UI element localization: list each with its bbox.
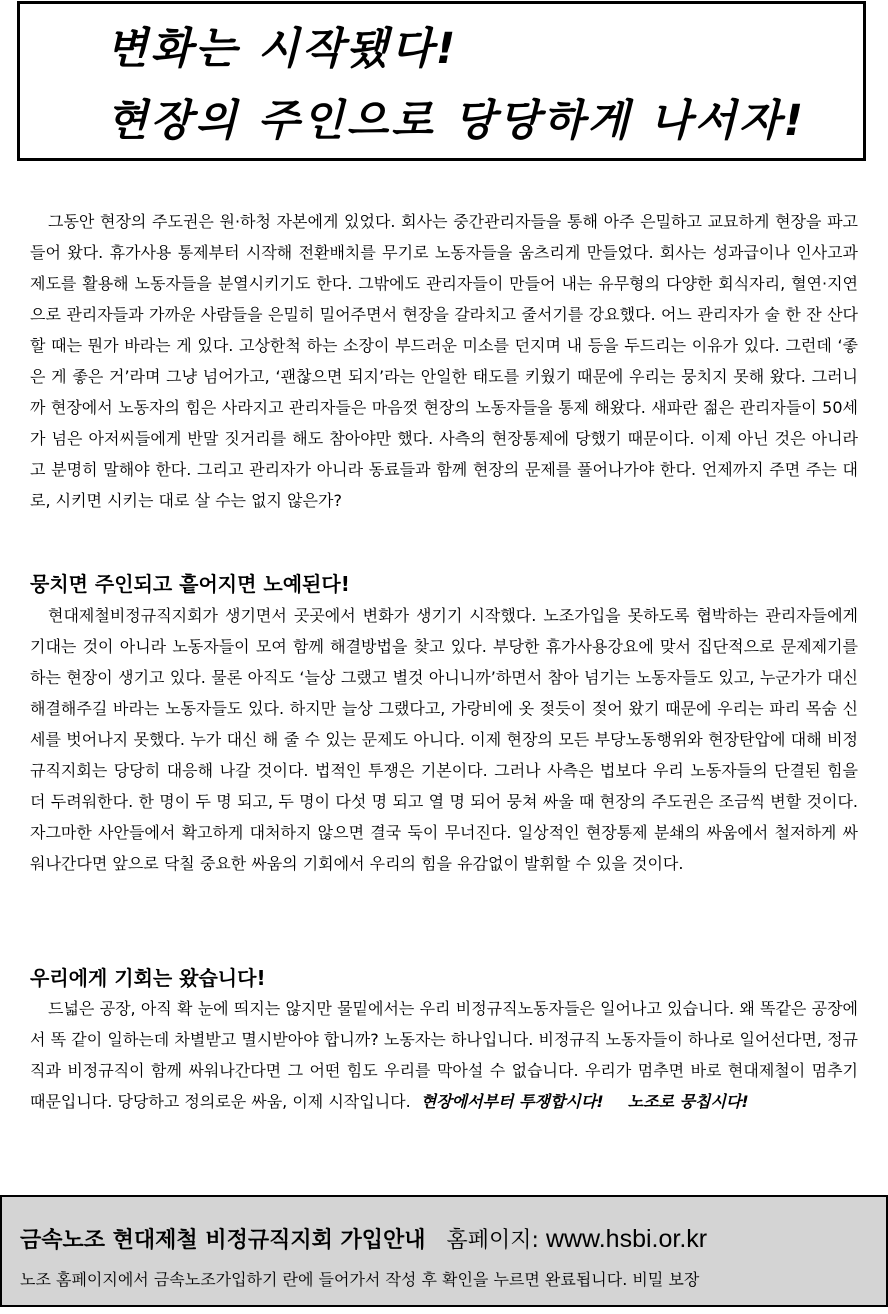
slogan-unite: 노조로 뭉칩시다!	[627, 1092, 749, 1111]
section-2-paragraph-text: 드넓은 공장, 아직 확 눈에 띄지는 않지만 물밑에서는 우리 비정규직노동자들은 일어나고 있습니다. 왜 똑같은 공장에서 똑 같이 일하는데 차별받고 멸시받아야 합니까? 노동자는 하나입니다. 비정규직 노동자들이 하나로 일어선다면, 정규직과 비정규직이 함께 싸워나간다면 그 어떤 힘도 우리를 막아설 수 없습니다. 우리가 멈추면 바로 현대제철이 멈추기 때문입니다. 당당하고 정의로운 싸움, 이제 시작입니다.	[30, 999, 858, 1111]
slogan-struggle: 현장에서부터 투쟁합시다!	[420, 1092, 604, 1111]
headline-line-1: 변화는 시작됐다!	[106, 24, 459, 74]
headline-box	[17, 1, 866, 161]
section-2-title: 우리에게 기회는 왔습니다!	[30, 966, 266, 990]
membership-info-heading	[20, 1223, 707, 1254]
membership-info-title: 금속노조 현대제철 비정규직지회 가입안내	[20, 1228, 426, 1253]
headline-line-2: 현장의 주인으로 당당하게 나서자!	[106, 96, 807, 146]
section-1-paragraph-text: 현대제철비정규직지회가 생기면서 곳곳에서 변화가 생기기 시작했다. 노조가입을 못하도록 협박하는 관리자들에게 기대는 것이 아니라 노동자들이 모여 함께 해결방법을 찾고 있다. 부당한 휴가사용강요에 맞서 집단적으로 문제제기를 하는 현장이 생기고 있다. 물론 아직도 ‘늘상 그랬고 별것 아니니까’하면서 참아 넘기는 노동자들도 있고, 누군가가 대신 해결해주길 바라는 노동자들도 있다. 하지만 늘상 그랬다고, 가랑비에 옷 젖듯이 젖어 왔기 때문에 우리는 파리 목숨 신세를 벗어나지 못했다. 누가 대신 해 줄 수 있는 문제도 아니다. 이제 현장의 모든 부당노동행위와 현장탄압에 대해 비정규직지회는 당당히 대응해 나갈 것이다. 법적인 투쟁은 기본이다. 그러나 사측은 법보다 우리 노동자들의 단결된 힘을 더 두려워한다. 한 명이 두 명 되고, 두 명이 다섯 명 되고 열 명 되어 뭉쳐 싸울 때 현장의 주도권은 조금씩 변할 것이다. 자그마한 사안들에서 확고하게 대처하지 않으면 결국 둑이 무너진다. 일상적인 현장통제 분쇄의 싸움에서 철저하게 싸워나간다면 앞으로 닥칠 중요한 싸움의 기회에서 우리의 힘을 유감없이 발휘할 수 있을 것이다.	[30, 606, 858, 873]
homepage-label: 홈페이지:	[446, 1228, 539, 1253]
section-2-paragraph	[30, 993, 858, 1117]
section-1-paragraph	[30, 600, 858, 879]
homepage-url[interactable]: www.hsbi.or.kr	[545, 1225, 708, 1253]
intro-paragraph	[30, 206, 858, 516]
membership-instruction: 노조 홈페이지에서 금속노조가입하기 란에 들어가서 작성 후 확인을 누르면 완료됩니다. 비밀 보장	[20, 1270, 700, 1289]
intro-paragraph-text: 그동안 현장의 주도권은 원·하청 자본에게 있었다. 회사는 중간관리자들을 통해 아주 은밀하고 교묘하게 현장을 파고들어 왔다. 휴가사용 통제부터 시작해 전환배치를 무기로 노동자들을 움츠리게 만들었다. 회사는 성과급이나 인사고과제도를 활용해 노동자들을 분열시키기도 한다. 그밖에도 관리자들이 만들어 내는 유무형의 다양한 회식자리, 혈연·지연으로 관리자들과 가까운 사람들을 은밀히 밀어주면서 현장을 갈라치고 줄서기를 강요했다. 어느 관리자가 술 한 잔 산다 할 때는 뭔가 바라는 게 있다. 고상한척 하는 소장이 부드러운 미소를 던지며 내 등을 두드리는 이유가 있다. 그런데 ‘좋은 게 좋은 거’라며 그냥 넘어가고, ‘괜찮으면 되지’라는 안일한 태도를 키웠기 때문에 우리는 뭉치지 못해 왔다. 그러니까 현장에서 노동자의 힘은 사라지고 관리자들은 마음껏 현장의 노동자들을 통제 해왔다. 새파란 젊은 관리자들이 50세가 넘은 아저씨들에게 반말 짓거리를 해도 참아야만 했다. 사측의 현장통제에 당했기 때문이다. 이제 아닌 것은 아니라고 분명히 말해야 한다. 그리고 관리자가 아니라 동료들과 함께 현장의 문제를 풀어나가야 한다. 언제까지 주면 주는 대로, 시키면 시키는 대로 살 수는 없지 않은가?	[30, 212, 858, 510]
section-1-title: 뭉치면 주인되고 흩어지면 노예된다!	[30, 572, 350, 596]
membership-info-box	[0, 1195, 888, 1307]
